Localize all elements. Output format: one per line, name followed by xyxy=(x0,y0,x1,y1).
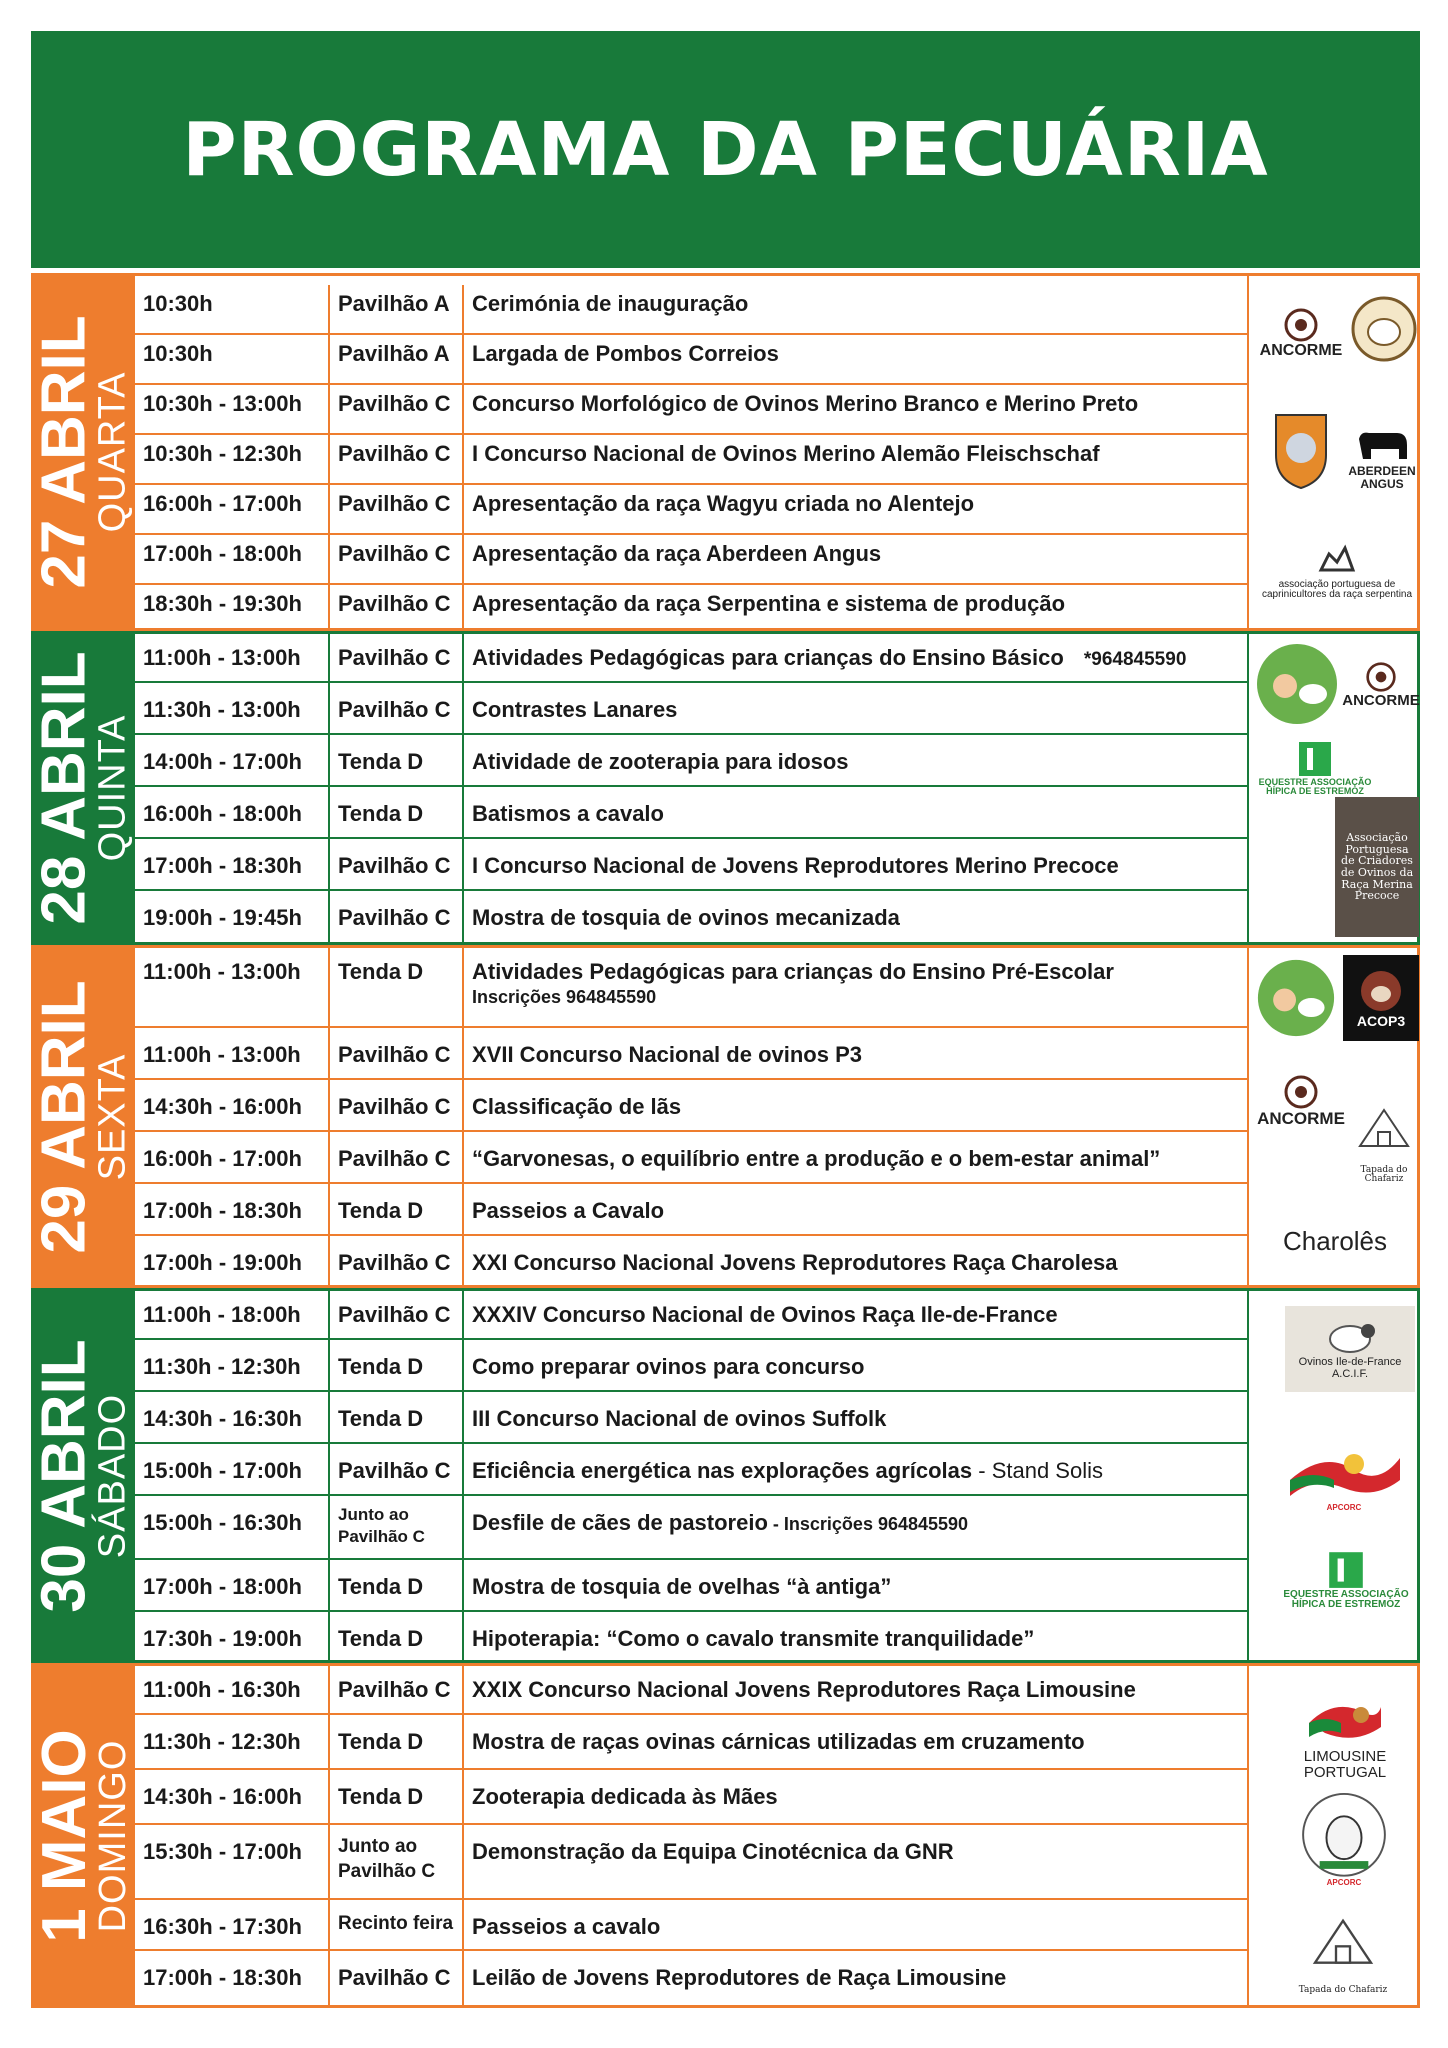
event-time: 17:30h - 19:00h xyxy=(135,1612,330,1663)
schedule-row xyxy=(135,1825,1247,1900)
event-activity: Hipoterapia: “Como o cavalo transmite tranquilidade” xyxy=(472,1626,1035,1651)
activity-text: Desfile de cães de pastoreio xyxy=(472,1510,768,1535)
event-time: 14:30h - 16:00h xyxy=(135,1770,330,1823)
pedagogical-farm-logo xyxy=(1253,639,1341,731)
event-location: Pavilhão C xyxy=(330,585,464,631)
activity-text: Eficiência energética nas explorações agrícolas xyxy=(472,1458,973,1483)
ancorme-logo: ANCORME xyxy=(1253,293,1349,373)
day-date: 29 ABRIL xyxy=(30,979,99,1254)
activity-text: Atividades Pedagógicas para crianças do Ensino Pré-Escolar xyxy=(472,959,1114,984)
event-time: 17:00h - 18:30h xyxy=(135,1951,330,2008)
sponsor-logos xyxy=(1247,1663,1422,2008)
phone-note: *964845590 xyxy=(1083,649,1187,670)
day-section-30-abril xyxy=(31,1288,1420,1663)
schedule-row xyxy=(135,1496,1247,1560)
tapada-chafariz-logo: Tapada do Chafariz xyxy=(1293,1909,1393,2003)
activity-text: Atividades Pedagógicas para crianças do Ensino Básico xyxy=(472,645,1064,670)
registration-note: Inscrições 964845590 xyxy=(472,987,657,1007)
event-activity: Contrastes Lanares xyxy=(472,697,678,722)
event-location: Pavilhão A xyxy=(330,335,464,383)
event-location: Pavilhão C xyxy=(330,1444,464,1494)
day-band xyxy=(31,1288,135,1663)
event-time: 14:30h - 16:30h xyxy=(135,1392,330,1442)
event-time: 11:00h - 13:00h xyxy=(135,1028,330,1078)
event-location: Pavilhão A xyxy=(330,285,464,333)
sponsor-logos xyxy=(1247,945,1422,1288)
event-location: Tenda D xyxy=(330,1340,464,1390)
event-location: Pavilhão C xyxy=(330,1132,464,1182)
event-activity: Passeios a Cavalo xyxy=(472,1198,665,1223)
event-location: Tenda D xyxy=(330,945,464,1026)
sponsor-logos xyxy=(1247,631,1422,945)
event-location: Junto ao Pavilhão C xyxy=(330,1496,464,1558)
day-band xyxy=(31,945,135,1288)
day-section-29-abril xyxy=(31,945,1420,1288)
day-date: 28 ABRIL xyxy=(30,651,99,925)
apcorc-logo: APCORC xyxy=(1279,1436,1409,1516)
merino-logo xyxy=(1349,285,1419,375)
merino-precoce-logo: Associação Portuguesa de Criadores de Ovinos da Raça Merina Precoce xyxy=(1335,797,1419,937)
event-time: 16:00h - 17:00h xyxy=(135,485,330,533)
event-location: Pavilhão C xyxy=(330,485,464,533)
event-time: 17:00h - 18:00h xyxy=(135,1560,330,1610)
schedule-row xyxy=(135,735,1247,787)
schedule-row xyxy=(135,1236,1247,1288)
schedule-row xyxy=(135,683,1247,735)
serpentina-logo: associação portuguesa de caprinicultores da raça serpentina xyxy=(1257,535,1417,605)
event-location: Pavilhão C xyxy=(330,1951,464,2008)
event-time: 11:00h - 13:00h xyxy=(135,945,330,1026)
event-activity: Cerimónia de inauguração xyxy=(472,291,749,316)
hipica-estremoz-logo: EQUESTRE ASSOCIAÇÃO HÍPICA DE ESTREMOZ xyxy=(1279,1544,1413,1614)
schedule-row xyxy=(135,1663,1247,1715)
day-weekday: QUINTA xyxy=(92,714,134,862)
event-location: Pavilhão C xyxy=(330,891,464,945)
day-band xyxy=(31,631,135,945)
ancorme-logo: ANCORME xyxy=(1253,1061,1349,1141)
event-time: 15:00h - 17:00h xyxy=(135,1444,330,1494)
event-activity: Largada de Pombos Correios xyxy=(472,341,779,366)
event-activity: I Concurso Nacional de Ovinos Merino Alemão Fleischschaf xyxy=(472,441,1100,466)
event-location: Pavilhão C xyxy=(330,1236,464,1288)
apcorc-seal-logo: APCORC xyxy=(1289,1791,1399,1887)
event-activity: Mostra de raças ovinas cárnicas utilizadas em cruzamento xyxy=(472,1729,1085,1754)
event-location: Pavilhão C xyxy=(330,435,464,483)
event-activity xyxy=(464,631,1247,681)
event-location: Tenda D xyxy=(330,1770,464,1823)
event-time: 16:00h - 17:00h xyxy=(135,1132,330,1182)
ancorme-logo: ANCORME xyxy=(1341,645,1421,725)
event-activity: Classificação de lãs xyxy=(472,1094,682,1119)
day-section-27-abril xyxy=(31,273,1420,631)
event-activity: Apresentação da raça Aberdeen Angus xyxy=(472,541,882,566)
event-time: 15:00h - 16:30h xyxy=(135,1496,330,1558)
event-activity: “Garvonesas, o equilíbrio entre a produção e o bem-estar animal” xyxy=(472,1146,1161,1171)
event-location: Pavilhão C xyxy=(330,1663,464,1713)
schedule-row xyxy=(135,1444,1247,1496)
event-activity: XVII Concurso Nacional de ovinos P3 xyxy=(472,1042,862,1067)
sponsor-logos xyxy=(1247,273,1422,631)
schedule-row xyxy=(135,1080,1247,1132)
day-date: 30 ABRIL xyxy=(30,1338,99,1613)
page-title: PROGRAMA DA PECUÁRIA xyxy=(182,106,1269,193)
day-weekday: QUARTA xyxy=(92,371,134,533)
schedule-row xyxy=(135,1132,1247,1184)
event-time: 17:00h - 18:00h xyxy=(135,535,330,583)
event-location: Recinto feira xyxy=(330,1900,464,1949)
page-header xyxy=(31,31,1420,268)
event-time: 10:30h - 12:30h xyxy=(135,435,330,483)
event-location: Tenda D xyxy=(330,1612,464,1663)
sponsor-logos xyxy=(1247,1288,1422,1663)
event-location: Pavilhão C xyxy=(330,683,464,733)
day-weekday: SÁBADO xyxy=(92,1393,134,1558)
event-location: Tenda D xyxy=(330,787,464,837)
day-section-1-maio xyxy=(31,1663,1420,2008)
registration-note: - Inscrições 964845590 xyxy=(767,1514,969,1534)
event-location: Pavilhão C xyxy=(330,631,464,681)
association-crest-logo xyxy=(1261,408,1341,493)
day-band xyxy=(31,1663,135,2008)
event-time: 11:30h - 12:30h xyxy=(135,1340,330,1390)
schedule-row xyxy=(135,631,1247,683)
schedule-row xyxy=(135,839,1247,891)
event-activity: XXXIV Concurso Nacional de Ovinos Raça Ile-de-France xyxy=(472,1302,1058,1327)
event-location: Junto ao Pavilhão C xyxy=(330,1825,464,1898)
acif-logo: Ovinos Ile-de-France A.C.I.F. xyxy=(1285,1306,1415,1392)
event-activity: Concurso Morfológico de Ovinos Merino Branco e Merino Preto xyxy=(472,391,1139,416)
event-activity: I Concurso Nacional de Jovens Reprodutores Merino Precoce xyxy=(472,853,1119,878)
event-time: 11:30h - 12:30h xyxy=(135,1715,330,1768)
schedule-row xyxy=(135,1715,1247,1770)
schedule-row xyxy=(135,435,1247,485)
schedule-row xyxy=(135,1560,1247,1612)
event-time: 11:30h - 13:00h xyxy=(135,683,330,733)
event-activity: Como preparar ovinos para concurso xyxy=(472,1354,865,1379)
event-time: 14:00h - 17:00h xyxy=(135,735,330,785)
event-time: 10:30h - 13:00h xyxy=(135,385,330,433)
event-location: Pavilhão C xyxy=(330,385,464,433)
event-activity: Zooterapia dedicada às Mães xyxy=(472,1784,778,1809)
schedule-row xyxy=(135,585,1247,631)
event-time: 16:00h - 18:00h xyxy=(135,787,330,837)
event-time: 17:00h - 19:00h xyxy=(135,1236,330,1288)
charoles-logo: Charolês xyxy=(1282,1226,1388,1257)
schedule-row xyxy=(135,1951,1247,2008)
day-band xyxy=(31,273,135,631)
limousine-portugal-logo: LIMOUSINE PORTUGAL xyxy=(1285,1689,1405,1785)
event-location: Pavilhão C xyxy=(330,1028,464,1078)
schedule-row xyxy=(135,285,1247,335)
event-activity: III Concurso Nacional de ovinos Suffolk xyxy=(472,1406,887,1431)
event-location: Pavilhão C xyxy=(330,1288,464,1338)
aberdeen-angus-logo: ABERDEEN ANGUS xyxy=(1344,413,1420,503)
schedule-row xyxy=(135,1770,1247,1825)
day-date: 27 ABRIL xyxy=(30,315,99,589)
event-time: 11:00h - 16:30h xyxy=(135,1663,330,1713)
schedule-row xyxy=(135,891,1247,945)
event-location: Pavilhão C xyxy=(330,1080,464,1130)
event-time: 18:30h - 19:30h xyxy=(135,585,330,631)
event-activity: Apresentação da raça Wagyu criada no Alentejo xyxy=(472,491,975,516)
schedule-row xyxy=(135,787,1247,839)
schedule-row xyxy=(135,335,1247,385)
event-location: Tenda D xyxy=(330,1392,464,1442)
event-activity xyxy=(464,1496,1247,1558)
event-activity xyxy=(464,1444,1247,1494)
event-location: Tenda D xyxy=(330,735,464,785)
event-activity: Demonstração da Equipa Cinotécnica da GNR xyxy=(472,1839,954,1864)
event-time: 14:30h - 16:00h xyxy=(135,1080,330,1130)
event-time: 17:00h - 18:30h xyxy=(135,1184,330,1234)
event-activity xyxy=(464,945,1247,1026)
schedule-row xyxy=(135,1184,1247,1236)
event-time: 19:00h - 19:45h xyxy=(135,891,330,945)
event-location: Tenda D xyxy=(330,1715,464,1768)
event-location: Pavilhão C xyxy=(330,535,464,583)
event-location: Tenda D xyxy=(330,1560,464,1610)
schedule-row xyxy=(135,945,1247,1028)
event-time: 16:30h - 17:30h xyxy=(135,1900,330,1949)
event-location: Pavilhão C xyxy=(330,839,464,889)
event-activity: Atividade de zooterapia para idosos xyxy=(472,749,849,774)
event-activity: Mostra de tosquia de ovinos mecanizada xyxy=(472,905,900,930)
event-time: 10:30h xyxy=(135,335,330,383)
acop3-logo: ACOP3 xyxy=(1343,955,1419,1041)
schedule-row xyxy=(135,1028,1247,1080)
schedule-row xyxy=(135,385,1247,435)
day-weekday: DOMINGO xyxy=(92,1739,134,1932)
day-section-28-abril xyxy=(31,631,1420,945)
schedule-row xyxy=(135,485,1247,535)
event-time: 15:30h - 17:00h xyxy=(135,1825,330,1898)
event-activity: Batismos a cavalo xyxy=(472,801,664,826)
day-weekday: SEXTA xyxy=(92,1053,134,1180)
event-time: 11:00h - 18:00h xyxy=(135,1288,330,1338)
schedule-row xyxy=(135,1900,1247,1951)
event-activity: Leilão de Jovens Reprodutores de Raça Limousine xyxy=(472,1965,1007,1990)
pedagogical-farm-logo xyxy=(1253,955,1339,1043)
event-activity: Apresentação da raça Serpentina e sistema de produção xyxy=(472,591,1066,616)
event-time: 17:00h - 18:30h xyxy=(135,839,330,889)
schedule-row xyxy=(135,1340,1247,1392)
schedule-row xyxy=(135,1392,1247,1444)
hipica-estremoz-logo: EQUESTRE ASSOCIAÇÃO HÍPICA DE ESTREMOZ xyxy=(1255,737,1375,797)
event-time: 10:30h xyxy=(135,285,330,333)
event-activity: XXI Concurso Nacional Jovens Reprodutores Raça Charolesa xyxy=(472,1250,1118,1275)
event-activity: Mostra de tosquia de ovelhas “à antiga” xyxy=(472,1574,892,1599)
day-date: 1 MAIO xyxy=(30,1728,99,1943)
event-activity: XXIX Concurso Nacional Jovens Reprodutores Raça Limousine xyxy=(472,1677,1136,1702)
event-time: 11:00h - 13:00h xyxy=(135,631,330,681)
schedule-row xyxy=(135,1612,1247,1663)
event-location: Tenda D xyxy=(330,1184,464,1234)
event-activity: Passeios a cavalo xyxy=(472,1914,661,1939)
schedule-row xyxy=(135,1288,1247,1340)
tapada-chafariz-logo: Tapada do Chafariz xyxy=(1349,1100,1419,1190)
stand-note: - Stand Solis xyxy=(972,1458,1103,1483)
schedule-row xyxy=(135,535,1247,585)
